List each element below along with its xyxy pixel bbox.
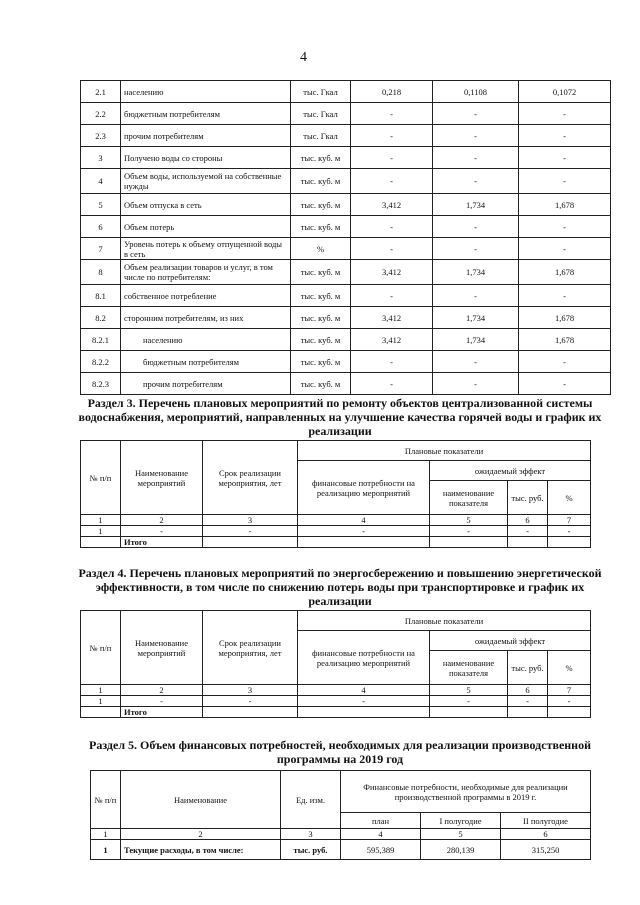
colnum: 5: [421, 829, 501, 840]
cell: -: [548, 696, 591, 707]
header-h1: I полугодие: [421, 813, 501, 829]
cell: -: [121, 696, 203, 707]
row-value-1: -: [351, 285, 433, 307]
row-number: 5: [81, 194, 121, 216]
row-value-1: -: [351, 216, 433, 238]
total-label: Итого: [121, 707, 203, 718]
row-number: 8: [81, 260, 121, 285]
header-h2: II полугодие: [501, 813, 591, 829]
cell: -: [430, 526, 508, 537]
row-value-3: -: [519, 373, 611, 395]
section-5-title: Раздел 5. Объем финансовых потребностей, необходимых для реализации производственной программы на 2019 год: [88, 738, 592, 766]
header-rub: тыс. руб.: [508, 651, 548, 685]
row-name: Объем отпуска в сеть: [121, 194, 291, 216]
row-name: Текущие расходы, в том числе:: [121, 840, 281, 860]
row-value-2: 0,1108: [433, 81, 519, 103]
header-plan: Плановые показатели: [298, 441, 591, 461]
row-value-1: -: [351, 373, 433, 395]
cell: -: [203, 696, 298, 707]
row-value-3: -: [519, 216, 611, 238]
row-value-2: -: [433, 169, 519, 194]
header-effect: ожидаемый эффект: [430, 631, 591, 651]
header-fin: финансовые потребности на реализацию мероприятий: [298, 631, 430, 685]
colnum: 4: [298, 515, 430, 526]
colnum: 3: [203, 515, 298, 526]
row-value-1: 3,412: [351, 307, 433, 329]
table-row: [81, 696, 591, 707]
row-value-1: 3,412: [351, 194, 433, 216]
row-value-3: 1,678: [519, 194, 611, 216]
row-value-2: -: [433, 125, 519, 147]
colnum: 7: [548, 515, 591, 526]
colnum: 5: [430, 685, 508, 696]
colnum: 4: [341, 829, 421, 840]
table-row: [81, 238, 611, 260]
header-name: Наименование мероприятий: [121, 611, 203, 685]
colnum: 3: [203, 685, 298, 696]
row-name: Объем воды, используемой на собственные нужды: [121, 169, 291, 194]
row-unit: тыс. куб. м: [291, 194, 351, 216]
row-value-3: -: [519, 125, 611, 147]
header-name: Наименование: [121, 771, 281, 829]
row-unit: %: [291, 238, 351, 260]
row-value-3: -: [519, 169, 611, 194]
cell: -: [508, 696, 548, 707]
row-value-2: 1,734: [433, 329, 519, 351]
colnum: 6: [501, 829, 591, 840]
header-term: Срок реализации мероприятия, лет: [203, 441, 298, 515]
header-num: № п/п: [81, 441, 121, 515]
row-number: 7: [81, 238, 121, 260]
colnum: 5: [430, 515, 508, 526]
row-unit: тыс. куб. м: [291, 216, 351, 238]
row-number: 8.2.3: [81, 373, 121, 395]
row-name: Объем реализации товаров и услуг, в том числе по потребителям:: [121, 260, 291, 285]
row-number: 8.2.1: [81, 329, 121, 351]
table-row: [81, 351, 611, 373]
row-name: бюджетным потребителям: [121, 103, 291, 125]
table-row: [81, 81, 611, 103]
colnum: 3: [281, 829, 341, 840]
colnum: 4: [298, 685, 430, 696]
column-numbers-row: [81, 685, 591, 696]
row-name: прочим потребителям: [121, 125, 291, 147]
row-value-1: -: [351, 169, 433, 194]
row-value-3: 1,678: [519, 329, 611, 351]
row-value-2: 1,734: [433, 194, 519, 216]
row-name: прочим потребителям: [121, 373, 291, 395]
row-value-3: -: [519, 103, 611, 125]
table-row: [81, 285, 611, 307]
row-value-3: -: [519, 238, 611, 260]
row-unit: тыс. куб. м: [291, 307, 351, 329]
table-row: [81, 216, 611, 238]
header-rub: тыс. руб.: [508, 481, 548, 515]
cell: -: [508, 526, 548, 537]
row-value-1: -: [351, 103, 433, 125]
row-name: населению: [121, 81, 291, 103]
row-value-2: -: [433, 238, 519, 260]
row-value-2: -: [433, 103, 519, 125]
row-name: населению: [121, 329, 291, 351]
cell: -: [548, 526, 591, 537]
row-value-3: -: [519, 351, 611, 373]
header-plan: Плановые показатели: [298, 611, 591, 631]
row-number: 2.2: [81, 103, 121, 125]
row-number: 8.2.2: [81, 351, 121, 373]
row-h2: 315,250: [501, 840, 591, 860]
cell: -: [121, 526, 203, 537]
header-effect: ожидаемый эффект: [430, 461, 591, 481]
table-row: [81, 125, 611, 147]
colnum: 1: [81, 515, 121, 526]
colnum: 6: [508, 685, 548, 696]
table-row: [81, 307, 611, 329]
page-number: 4: [300, 50, 307, 65]
header-fin: Финансовые потребности, необходимые для реализации производственной программы в 2019 г.: [341, 771, 591, 813]
row-value-1: -: [351, 147, 433, 169]
table-row: [81, 260, 611, 285]
row-value-2: -: [433, 285, 519, 307]
colnum: 2: [121, 685, 203, 696]
production-table: [80, 80, 611, 395]
row-plan: 595,389: [341, 840, 421, 860]
section-4-title: Раздел 4. Перечень плановых мероприятий по энергосбережению и повышению энергетической эффективности, в том числе по снижению потерь воды при транспортировке и график их реализации: [78, 566, 602, 608]
row-unit: тыс. куб. м: [291, 147, 351, 169]
row-value-2: -: [433, 351, 519, 373]
header-num: № п/п: [81, 611, 121, 685]
row-h1: 280,139: [421, 840, 501, 860]
row-unit: тыс. руб.: [281, 840, 341, 860]
row-value-1: -: [351, 238, 433, 260]
colnum: 6: [508, 515, 548, 526]
row-number: 8.1: [81, 285, 121, 307]
row-name: Получено воды со стороны: [121, 147, 291, 169]
cell: 1: [81, 526, 121, 537]
colnum: 2: [121, 515, 203, 526]
row-value-1: 3,412: [351, 260, 433, 285]
row-value-2: 1,734: [433, 260, 519, 285]
row-value-2: -: [433, 147, 519, 169]
total-row: [81, 707, 591, 718]
header-num: № п/п: [91, 771, 121, 829]
row-unit: тыс. Гкал: [291, 81, 351, 103]
total-label: Итого: [121, 537, 203, 548]
row-unit: тыс. куб. м: [291, 329, 351, 351]
header-unit: Ед. изм.: [281, 771, 341, 829]
row-unit: тыс. куб. м: [291, 351, 351, 373]
table-row: [81, 169, 611, 194]
colnum: 7: [548, 685, 591, 696]
row-name: Объем потерь: [121, 216, 291, 238]
header-pct: %: [548, 481, 591, 515]
cell: 1: [81, 696, 121, 707]
row-name: бюджетным потребителям: [121, 351, 291, 373]
total-row: [81, 537, 591, 548]
cell: -: [298, 696, 430, 707]
header-indicator: наименование показателя: [430, 651, 508, 685]
row-name: Уровень потерь к объему отпущенной воды в сеть: [121, 238, 291, 260]
row-value-1: -: [351, 351, 433, 373]
row-number: 8.2: [81, 307, 121, 329]
row-value-3: -: [519, 147, 611, 169]
table-row: [81, 194, 611, 216]
cell: -: [430, 696, 508, 707]
section-3-title: Раздел 3. Перечень плановых мероприятий по ремонту объектов централизованной системы водоснабжения, мероприятий, направленных на улучшение качества горячей воды и график их реализации: [78, 396, 602, 438]
row-value-1: 0,218: [351, 81, 433, 103]
row-value-1: 3,412: [351, 329, 433, 351]
header-pct: %: [548, 651, 591, 685]
table-row: [81, 147, 611, 169]
colnum: 2: [121, 829, 281, 840]
colnum: 1: [91, 829, 121, 840]
row-name: собственное потребление: [121, 285, 291, 307]
cell: -: [203, 526, 298, 537]
row-number: 2.3: [81, 125, 121, 147]
row-unit: тыс. куб. м: [291, 373, 351, 395]
table-row: [91, 840, 591, 860]
row-unit: тыс. куб. м: [291, 169, 351, 194]
row-unit: тыс. куб. м: [291, 260, 351, 285]
row-value-3: 0,1072: [519, 81, 611, 103]
table-row: [81, 373, 611, 395]
row-number: 2.1: [81, 81, 121, 103]
row-value-2: -: [433, 373, 519, 395]
header-fin: финансовые потребности на реализацию мероприятий: [298, 461, 430, 515]
table-row: [81, 103, 611, 125]
section-5-table: [90, 770, 591, 860]
header-term: Срок реализации мероприятия, лет: [203, 611, 298, 685]
row-unit: тыс. Гкал: [291, 125, 351, 147]
row-unit: тыс. куб. м: [291, 285, 351, 307]
section-3-table: [80, 440, 591, 548]
row-num: 1: [91, 840, 121, 860]
header-indicator: наименование показателя: [430, 481, 508, 515]
row-number: 6: [81, 216, 121, 238]
row-value-3: 1,678: [519, 260, 611, 285]
row-unit: тыс. Гкал: [291, 103, 351, 125]
row-number: 3: [81, 147, 121, 169]
row-value-3: -: [519, 285, 611, 307]
header-plan: план: [341, 813, 421, 829]
section-4-table: [80, 610, 591, 718]
table-row: [81, 526, 591, 537]
cell: -: [298, 526, 430, 537]
colnum: 1: [81, 685, 121, 696]
row-number: 4: [81, 169, 121, 194]
row-value-3: 1,678: [519, 307, 611, 329]
table-row: [81, 329, 611, 351]
row-name: сторонним потребителям, из них: [121, 307, 291, 329]
header-name: Наименование мероприятий: [121, 441, 203, 515]
column-numbers-row: [81, 515, 591, 526]
column-numbers-row: [91, 829, 591, 840]
row-value-2: 1,734: [433, 307, 519, 329]
row-value-1: -: [351, 125, 433, 147]
row-value-2: -: [433, 216, 519, 238]
